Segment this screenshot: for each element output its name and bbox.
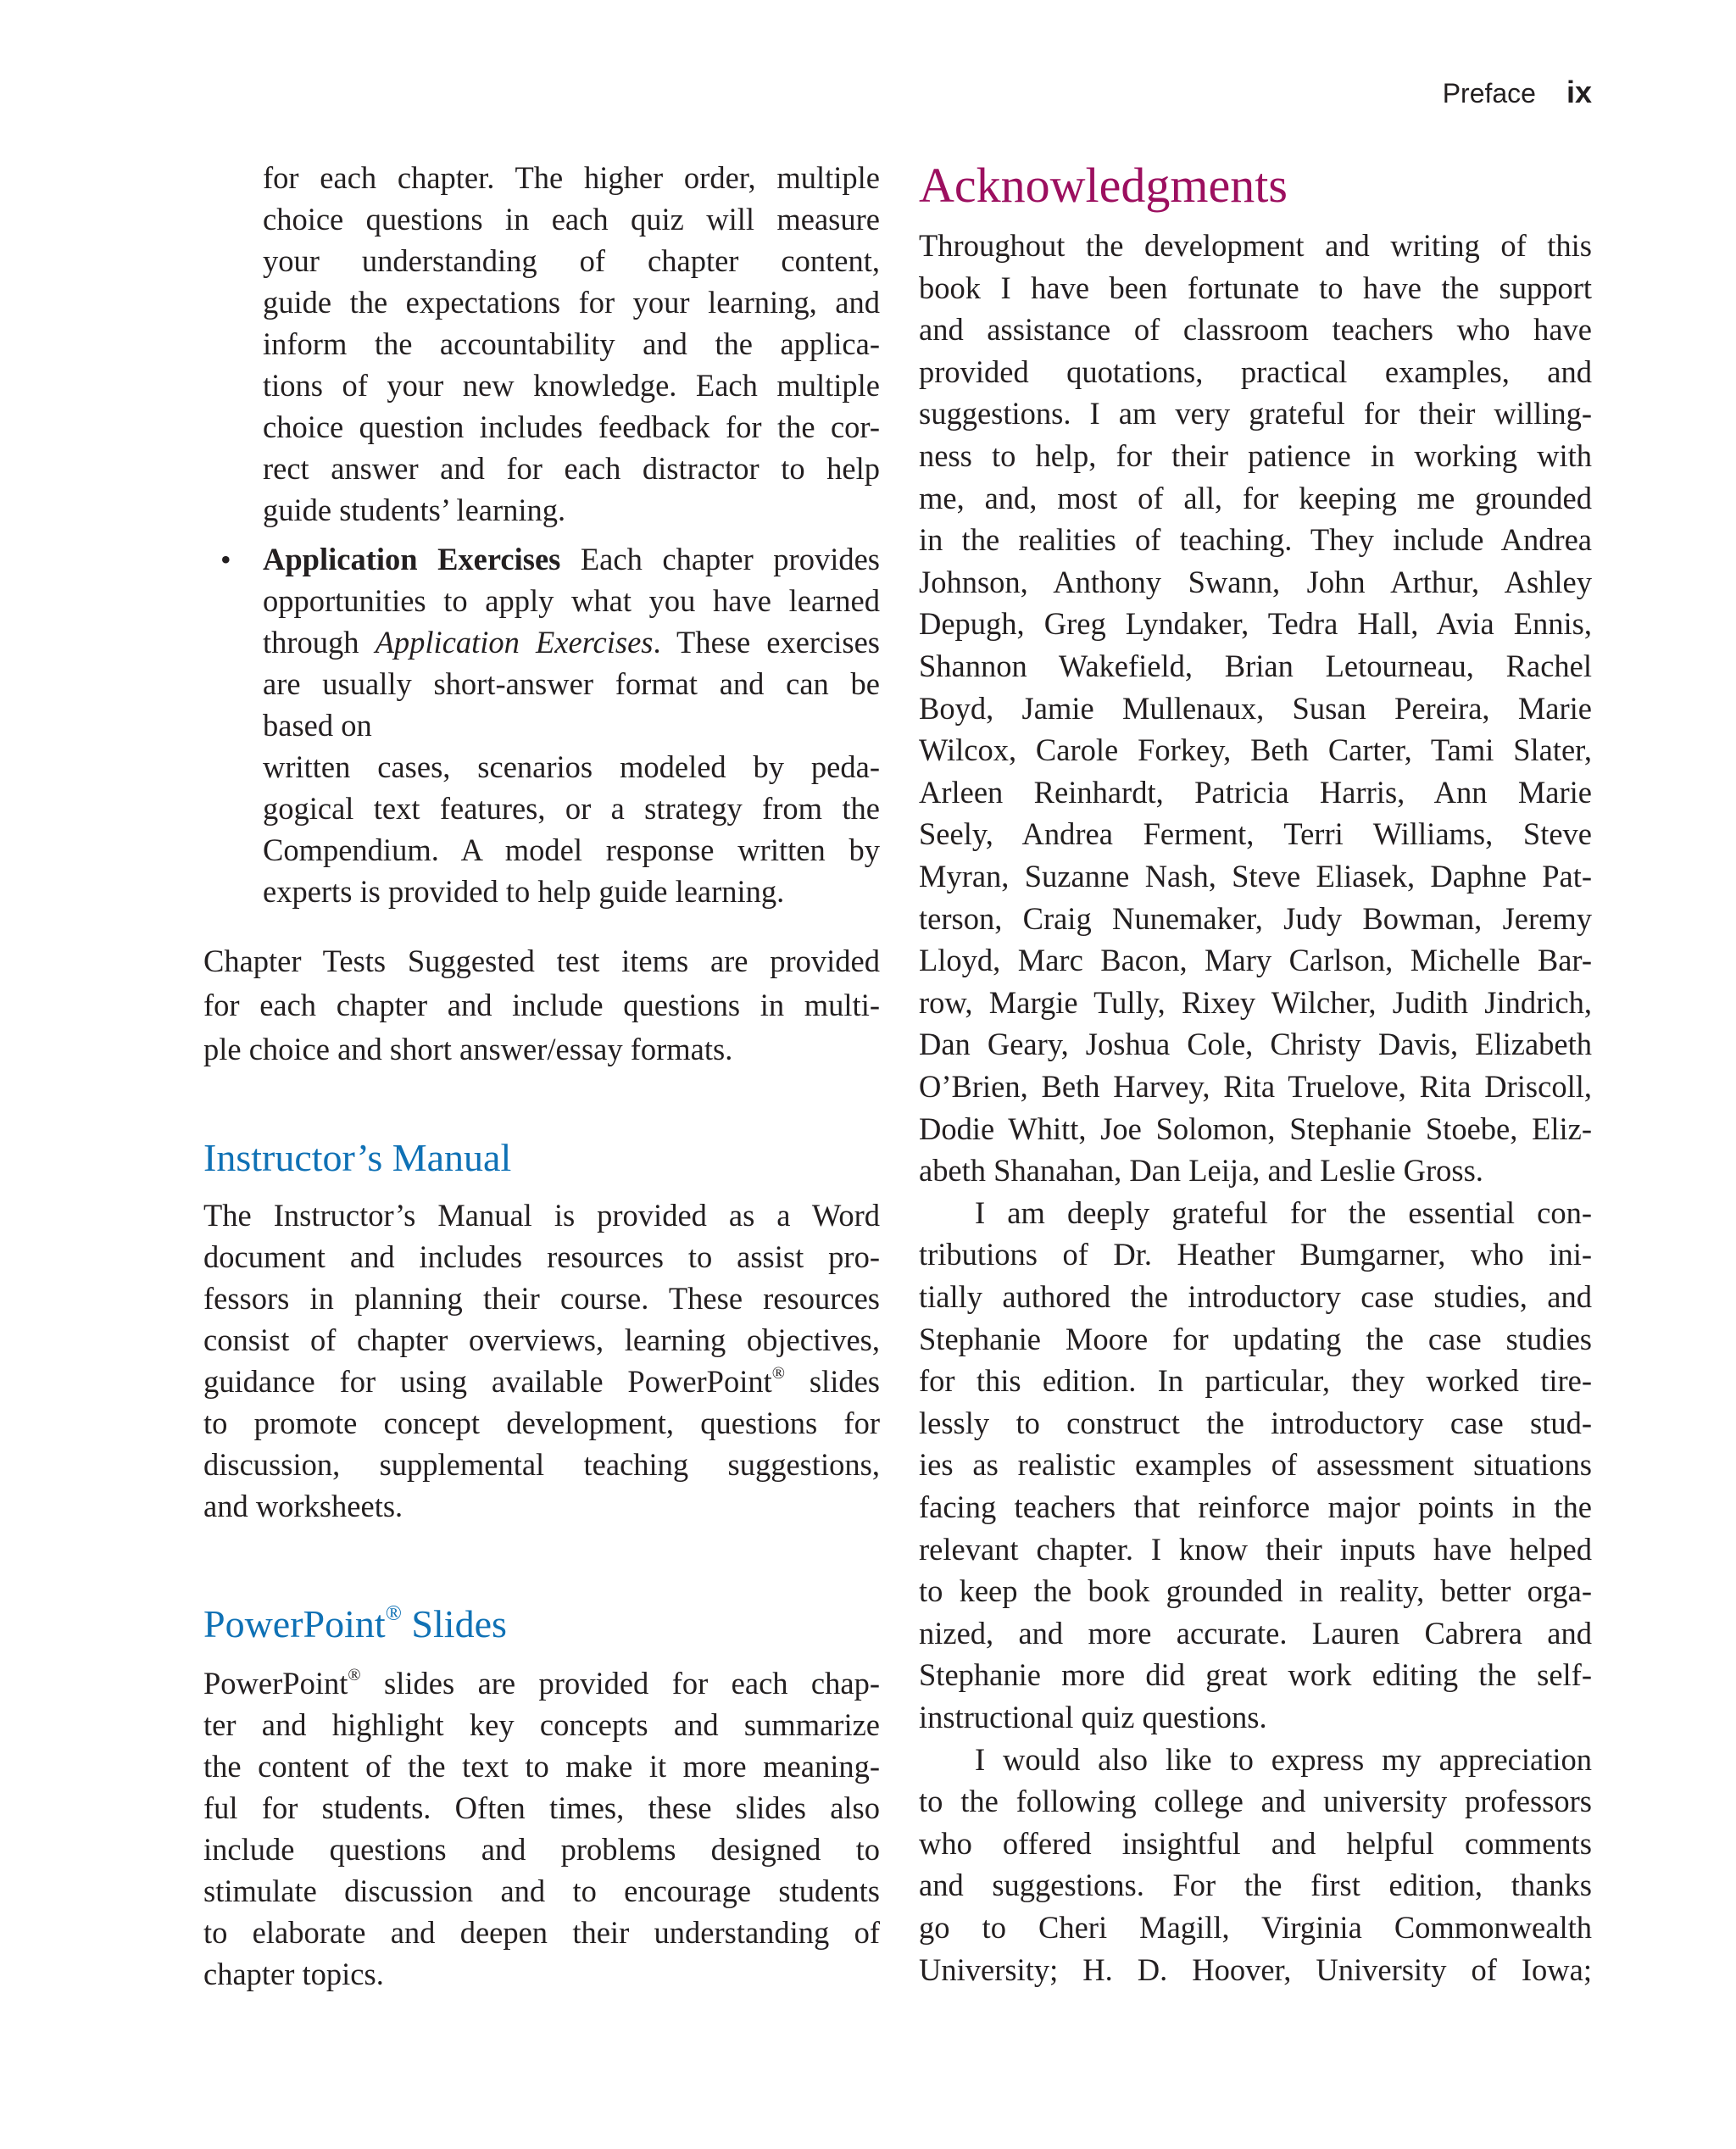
application-exercises-term: Application Exercises bbox=[263, 542, 561, 576]
text-line: and suggestions. For the first edition, thanks bbox=[919, 1868, 1592, 1902]
text-line: are usually short-answer format and can be bbox=[263, 666, 880, 701]
instructors-manual-heading: Instructor’s Manual bbox=[203, 1136, 512, 1179]
text-line: O’Brien, Beth Harvey, Rita Truelove, Rita Driscoll, bbox=[919, 1069, 1592, 1104]
text-line: Myran, Suzanne Nash, Steve Eliasek, Daphne Pat- bbox=[919, 859, 1592, 894]
text-line: Wilcox, Carole Forkey, Beth Carter, Tami Slater, bbox=[919, 732, 1592, 767]
text-line: book I have been fortunate to have the support bbox=[919, 270, 1592, 305]
text-line: to promote concept development, questions for bbox=[203, 1406, 880, 1440]
text-span: slides bbox=[785, 1364, 880, 1399]
text-line: The Instructor’s Manual is provided as a Word bbox=[203, 1198, 880, 1233]
acknowledgments-heading: Acknowledgments bbox=[919, 158, 1288, 213]
text-span: slides are provided for each chap- bbox=[360, 1666, 880, 1701]
text-span: . These exercises bbox=[653, 625, 881, 660]
text-line: gogical text features, or a strategy from the bbox=[263, 791, 880, 826]
text-line: include questions and problems designed to bbox=[203, 1832, 880, 1867]
text-line: relevant chapter. I know their inputs have helped bbox=[919, 1532, 1592, 1567]
text-line: Arleen Reinhardt, Patricia Harris, Ann Marie bbox=[919, 775, 1592, 810]
text-line: for each chapter and include questions in multi- bbox=[203, 988, 880, 1022]
text-line: abeth Shanahan, Dan Leija, and Leslie Gross. bbox=[919, 1153, 1483, 1188]
text-line: Johnson, Anthony Swann, John Arthur, Ashley bbox=[919, 565, 1592, 599]
text-line: I am deeply grateful for the essential con- bbox=[975, 1195, 1592, 1230]
text-line: ies as realistic examples of assessment situations bbox=[919, 1447, 1592, 1482]
text-line: go to Cheri Magill, Virginia Commonwealth bbox=[919, 1910, 1592, 1945]
text-line: I would also like to express my appreciation bbox=[975, 1742, 1592, 1777]
text-line: lessly to construct the introductory case stud- bbox=[919, 1406, 1592, 1440]
text-line: choice question includes feedback for the cor- bbox=[263, 409, 880, 444]
text-line: to keep the book grounded in reality, better orga- bbox=[919, 1573, 1592, 1608]
text-line: document and includes resources to assist pro- bbox=[203, 1239, 880, 1274]
text-line: for each chapter. The higher order, multiple bbox=[263, 160, 880, 195]
text-line: Shannon Wakefield, Brian Letourneau, Rachel bbox=[919, 649, 1592, 683]
text-line: Depugh, Greg Lyndaker, Tedra Hall, Avia Ennis, bbox=[919, 606, 1592, 641]
text-line: written cases, scenarios modeled by peda- bbox=[263, 749, 880, 784]
text-line: suggestions. I am very grateful for their willing- bbox=[919, 396, 1592, 431]
text-line: inform the accountability and the applica- bbox=[263, 326, 880, 361]
text-line: stimulate discussion and to encourage students bbox=[203, 1873, 880, 1908]
text-span: through bbox=[263, 625, 376, 660]
text-span: Each chapter provides bbox=[560, 542, 880, 576]
text-line: Compendium. A model response written by bbox=[263, 832, 880, 867]
text-line: who offered insightful and helpful comments bbox=[919, 1826, 1592, 1861]
text-line: Dodie Whitt, Joe Solomon, Stephanie Stoebe, Eliz- bbox=[919, 1111, 1592, 1146]
text-line: experts is provided to help guide learning. bbox=[263, 874, 785, 909]
text-line: discussion, supplemental teaching suggestions, bbox=[203, 1447, 880, 1482]
text-span: PowerPoint bbox=[203, 1666, 348, 1701]
text-line: me, and, most of all, for keeping me grounded bbox=[919, 481, 1592, 515]
text-line: tially authored the introductory case studies, and bbox=[919, 1279, 1592, 1314]
text-line: row, Margie Tully, Rixey Wilcher, Judith Jindrich, bbox=[919, 985, 1592, 1020]
italic-term: Application Exercises bbox=[375, 625, 654, 660]
text-line bbox=[203, 1663, 880, 1704]
text-line bbox=[263, 622, 880, 663]
text-line: Throughout the development and writing of this bbox=[919, 228, 1592, 263]
text-line: based on bbox=[263, 708, 372, 743]
text-span: Slides bbox=[401, 1602, 507, 1645]
text-line: for this edition. In particular, they worked tire- bbox=[919, 1363, 1592, 1398]
page-number: ix bbox=[1566, 75, 1592, 109]
text-line: in the realities of teaching. They include Andrea bbox=[919, 522, 1592, 557]
text-line: to elaborate and deepen their understanding of bbox=[203, 1915, 880, 1950]
text-line bbox=[263, 539, 880, 580]
text-line: choice questions in each quiz will measure bbox=[263, 202, 880, 237]
text-line: Chapter Tests Suggested test items are provided bbox=[203, 944, 880, 978]
text-line: nized, and more accurate. Lauren Cabrera and bbox=[919, 1616, 1592, 1651]
text-line: fessors in planning their course. These resources bbox=[203, 1281, 880, 1316]
text-line: ness to help, for their patience in working with bbox=[919, 438, 1592, 473]
registered-mark: ® bbox=[771, 1363, 786, 1383]
text-line: ple choice and short answer/essay formats. bbox=[203, 1032, 733, 1066]
text-line: your understanding of chapter content, bbox=[263, 243, 880, 278]
text-line: and assistance of classroom teachers who have bbox=[919, 312, 1592, 347]
text-line: Stephanie Moore for updating the case studies bbox=[919, 1322, 1592, 1356]
text-line: rect answer and for each distractor to help bbox=[263, 451, 880, 486]
powerpoint-slides-heading bbox=[203, 1599, 507, 1650]
text-line: to the following college and university professors bbox=[919, 1784, 1592, 1818]
text-line: consist of chapter overviews, learning objectives, bbox=[203, 1322, 880, 1357]
text-line: ter and highlight key concepts and summarize bbox=[203, 1707, 880, 1742]
text-line: guide the expectations for your learning, and bbox=[263, 285, 880, 320]
text-span: PowerPoint bbox=[203, 1602, 386, 1645]
text-line: Stephanie more did great work editing the self- bbox=[919, 1657, 1592, 1692]
text-line: opportunities to apply what you have learned bbox=[263, 583, 880, 618]
text-line: chapter topics. bbox=[203, 1957, 384, 1991]
left-column bbox=[203, 0, 880, 2149]
text-line: ful for students. Often times, these slides also bbox=[203, 1790, 880, 1825]
text-line: and worksheets. bbox=[203, 1489, 403, 1523]
text-line: terson, Craig Nunemaker, Judy Bowman, Jeremy bbox=[919, 901, 1592, 936]
text-line: guide students’ learning. bbox=[263, 493, 566, 527]
text-line: Boyd, Jamie Mullenaux, Susan Pereira, Marie bbox=[919, 691, 1592, 726]
text-line: facing teachers that reinforce major points in the bbox=[919, 1489, 1592, 1524]
text-span: guidance for using available PowerPoint bbox=[203, 1364, 772, 1399]
registered-mark: ® bbox=[348, 1665, 361, 1684]
text-line: the content of the text to make it more meaning- bbox=[203, 1749, 880, 1784]
text-line: Lloyd, Marc Bacon, Mary Carlson, Michelle Bar- bbox=[919, 943, 1592, 977]
text-line: tions of your new knowledge. Each multiple bbox=[263, 368, 880, 403]
text-line bbox=[203, 1361, 880, 1402]
text-line: Dan Geary, Joshua Cole, Christy Davis, Elizabeth bbox=[919, 1027, 1592, 1061]
right-column bbox=[919, 0, 1592, 2149]
text-line: tributions of Dr. Heather Bumgarner, who ini- bbox=[919, 1237, 1592, 1272]
running-head-section: Preface bbox=[1442, 78, 1536, 109]
text-line: Seely, Andrea Ferment, Terri Williams, Steve bbox=[919, 816, 1592, 851]
registered-mark: ® bbox=[385, 1601, 402, 1625]
text-line: University; H. D. Hoover, University of Iowa; bbox=[919, 1952, 1592, 1987]
text-line: provided quotations, practical examples, and bbox=[919, 354, 1592, 389]
text-line: instructional quiz questions. bbox=[919, 1700, 1267, 1734]
bullet-icon: • bbox=[220, 543, 231, 576]
